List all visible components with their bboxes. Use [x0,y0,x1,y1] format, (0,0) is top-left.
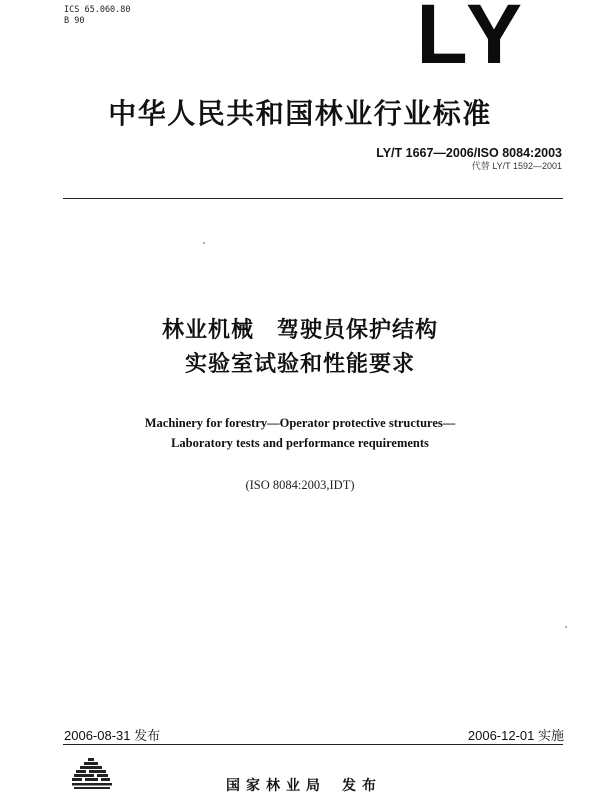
issuer-line [226,775,382,795]
iso-equivalence: (ISO 8084:2003,IDT) [245,478,355,492]
issuer-action: 发布 [342,778,382,794]
emblem-icon [64,752,124,792]
classification-codes [64,5,131,27]
title-en-line-2: Laboratory tests and performance requirements [171,436,429,450]
title-cn-line-2: 实验室试验和性能要求 [184,352,415,377]
title-cn-line-1: 林业机械 驾驶员保护结构 [161,318,438,343]
scan-speck [565,626,567,628]
document-title-cn [0,314,600,382]
ics-code: ICS 65.060.80 [64,5,131,15]
standard-number-block [376,146,562,172]
standard-number: LY/T 1667—2006/ISO 8084:2003 [376,146,562,160]
ccs-code: B 90 [64,16,85,26]
ly-logo: LY [416,0,528,81]
top-divider [63,198,563,199]
document-title-en [0,413,600,453]
replaces-note: 代替 LY/T 1592—2001 [471,161,562,171]
bottom-divider [63,744,563,745]
effective-date: 2006-12-01 实施 [467,728,564,743]
title-en-line-1: Machinery for forestry—Operator protective structures— [144,416,456,430]
issue-date: 2006-08-31 发布 [64,728,161,743]
issuer-name: 国家林业局 [226,778,326,794]
authority-heading: 中华人民共和国林业行业标准 [108,97,492,130]
scan-speck [203,242,205,244]
